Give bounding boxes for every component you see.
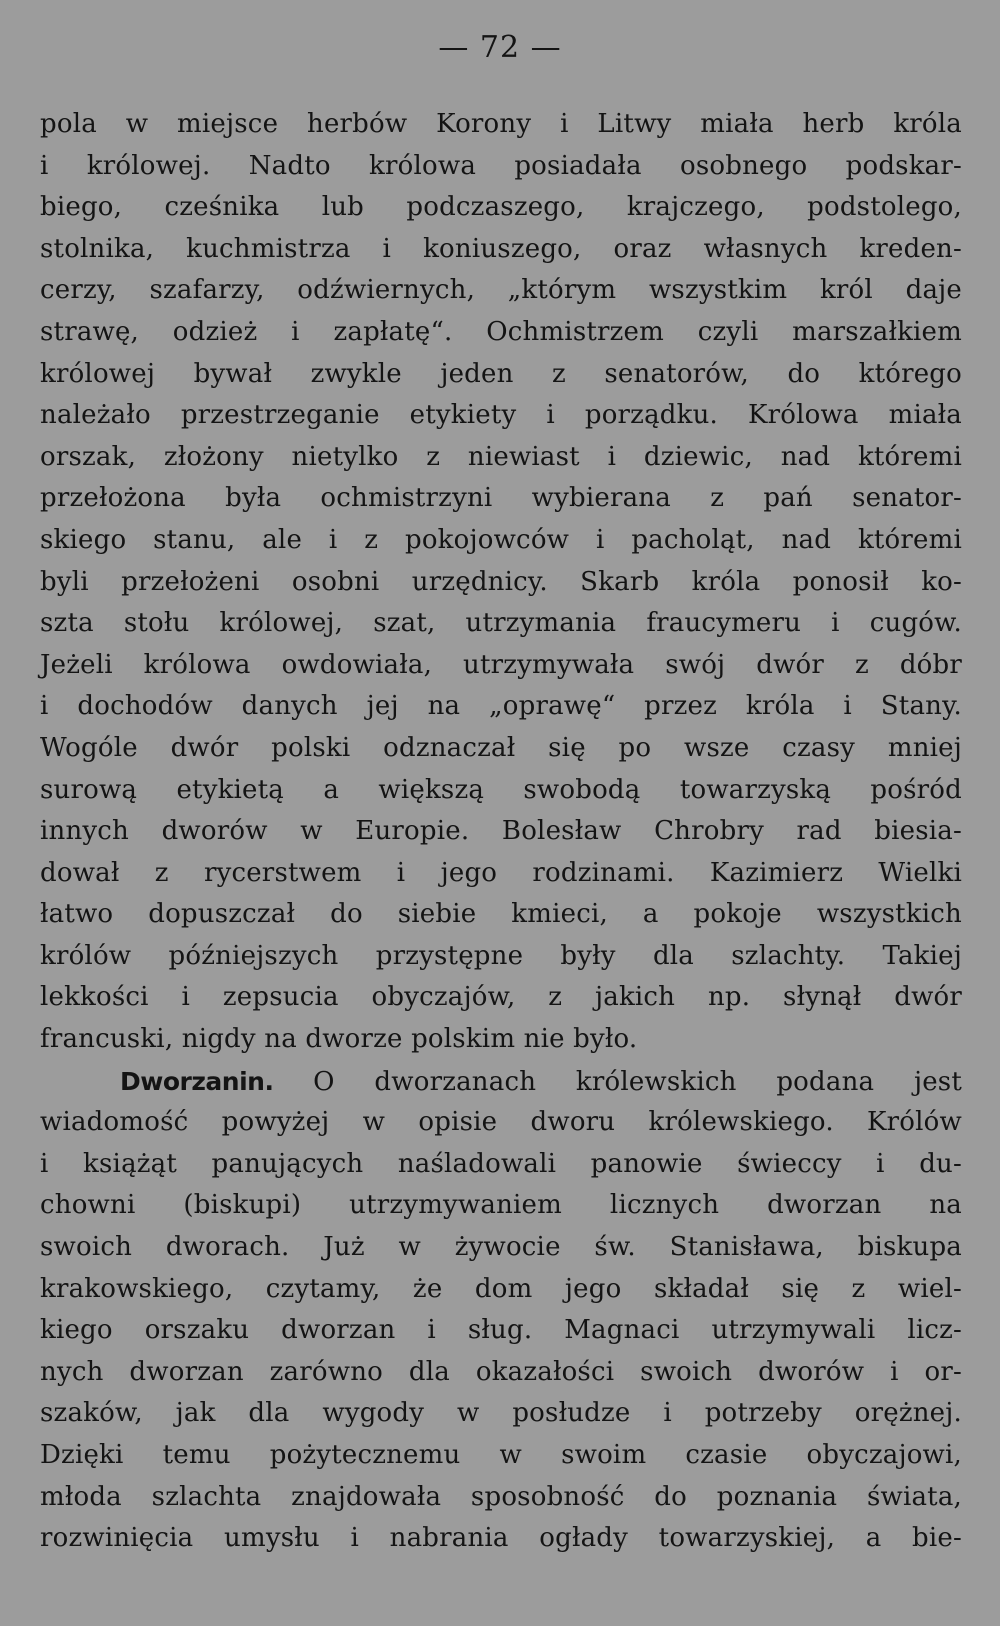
text-line: skiego stanu, ale i z pokojowców i pacholąt, nad któremi xyxy=(40,524,962,555)
text-line: i królowej. Nadto królowa posiadała osobnego podskar- xyxy=(40,150,962,181)
entry-heading-line xyxy=(40,1061,962,1103)
text-line: wiadomość powyżej w opisie dworu królewskiego. Królów xyxy=(40,1107,962,1138)
text-line: szaków, jak dla wygody w posłudze i potrzeby orężnej. xyxy=(40,1398,962,1429)
text-line: cerzy, szafarzy, odźwiernych, „którym wszystkim król daje xyxy=(40,275,962,306)
text-line: królów późniejszych przystępne były dla szlachty. Takiej xyxy=(40,940,962,971)
text-line: pola w miejsce herbów Korony i Litwy miała herb króla xyxy=(40,109,962,139)
text-line: należało przestrzeganie etykiety i porządku. Królowa miała xyxy=(40,400,962,431)
text-line: francuski, nigdy na dworze polskim nie było. xyxy=(40,1024,638,1055)
text-line: orszak, złożony nietylko z niewiast i dziewic, nad któremi xyxy=(40,441,962,472)
text-line: i książąt panujących naśladowali panowie świeccy i du- xyxy=(40,1148,962,1179)
text-line: lekkości i zepsucia obyczajów, z jakich np. słynął dwór xyxy=(40,982,962,1013)
text-line: szta stołu królowej, szat, utrzymania fraucymeru i cugów. xyxy=(40,608,962,639)
text-line: Dzięki temu pożytecznemu w swoim czasie obyczajowi, xyxy=(40,1440,962,1470)
text-line: strawę, odzież i zapłatę“. Ochmistrzem czyli marszałkiem xyxy=(40,316,962,347)
text-line: stolnika, kuchmistrza i koniuszego, oraz własnych kreden- xyxy=(40,233,962,264)
page-number: — 72 — xyxy=(438,30,562,65)
entry-first-line-text: O dworzanach królewskich podana jest xyxy=(313,1066,962,1097)
text-line: krakowskiego, czytamy, że dom jego składał się z wiel- xyxy=(40,1273,962,1304)
text-line: i dochodów danych jej na „oprawę“ przez króla i Stany. xyxy=(40,691,962,722)
text-line: innych dworów w Europie. Bolesław Chrobry rad biesia- xyxy=(40,816,962,847)
text-line: nych dworzan zarówno dla okazałości swoich dworów i or- xyxy=(40,1356,962,1387)
text-line: rozwinięcia umysłu i nabrania ogłady towarzyskiej, a bie- xyxy=(40,1523,962,1554)
entry-term: Dworzanin. xyxy=(120,1066,274,1096)
text-line: kiego orszaku dworzan i sług. Magnaci utrzymywali licz- xyxy=(40,1315,962,1346)
text-line: biego, cześnika lub podczaszego, krajczego, podstolego, xyxy=(40,192,962,223)
text-line: Wogóle dwór polski odznaczał się po wsze czasy mniej xyxy=(40,732,962,763)
text-line: łatwo dopuszczał do siebie kmieci, a pokoje wszystkich xyxy=(40,899,962,930)
text-line: byli przełożeni osobni urzędnicy. Skarb króla ponosił ko- xyxy=(40,566,962,597)
text-line: dował z rycerstwem i jego rodzinami. Kazimierz Wielki xyxy=(40,857,962,888)
text-line: młoda szlachta znajdowała sposobność do poznania świata, xyxy=(40,1481,962,1512)
body-text xyxy=(40,104,962,1560)
text-line: królowej bywał zwykle jeden z senatorów, do którego xyxy=(40,358,962,389)
text-line: chowni (biskupi) utrzymywaniem licznych dworzan na xyxy=(40,1190,962,1221)
text-line: surową etykietą a większą swobodą towarzyską pośród xyxy=(40,774,962,805)
text-line: swoich dworach. Już w żywocie św. Stanisława, biskupa xyxy=(40,1232,962,1263)
text-line: Jeżeli królowa owdowiała, utrzymywała swój dwór z dóbr xyxy=(40,649,962,680)
text-line: przełożona była ochmistrzyni wybierana z pań senator- xyxy=(40,483,962,514)
